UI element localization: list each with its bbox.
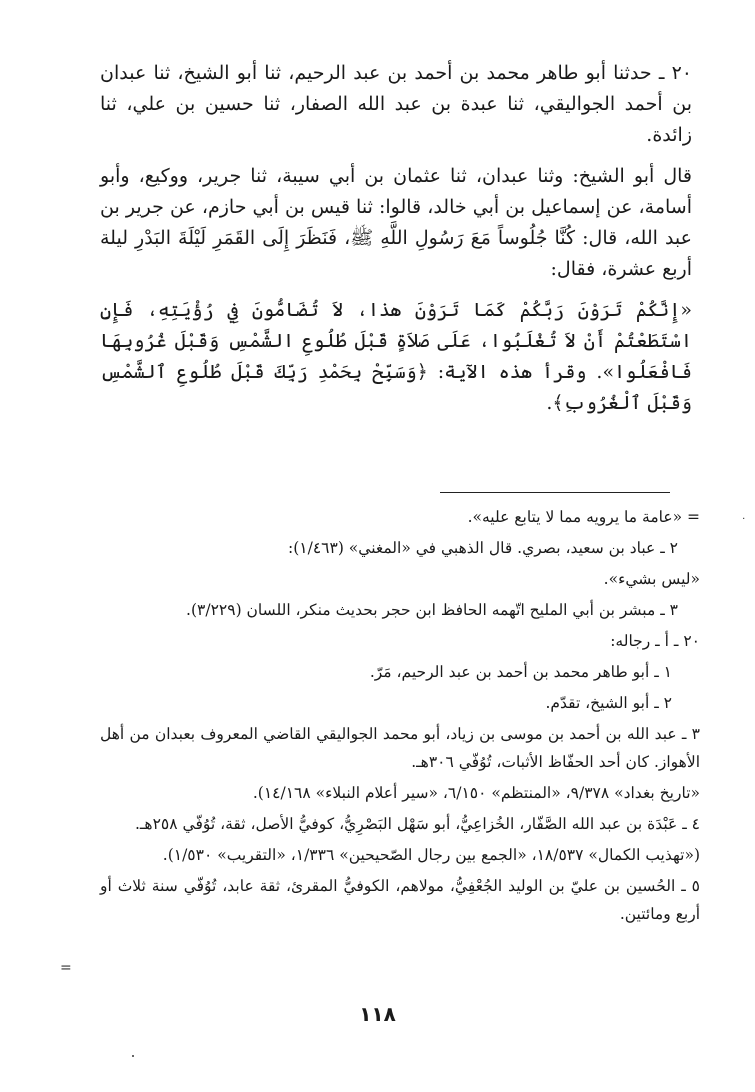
footnote-line: («تهذيب الكمال» ١٨/٥٣٧، «الجمع بين رجال الصّحيحين» ١/٣٣٦، «التقريب» ١/٥٣٠). xyxy=(162,846,700,864)
footnotes xyxy=(100,503,700,931)
footnote-line: ٢ ـ أبو الشيخ، تقدّم. xyxy=(545,694,672,712)
scan-dot xyxy=(132,1055,134,1057)
footnote-line: ٣ ـ مبشر بن أبي المليح اتّهمه الحافظ ابن حجر بحديث منكر، اللسان (٣/٢٢٩). xyxy=(186,601,678,619)
footnote-line: = «عامة ما يرويه مما لا يتابع عليه». xyxy=(467,508,700,526)
footnote-line: ٥ ـ الحُسين بن عليّ بن الوليد الجُعْفِيُّ، مولاهم، الكوفيُّ المقرئ، ثقة عابد، تُوُفّي سنة ثلاث أو أربع ومائتين. xyxy=(100,877,700,923)
footnote-separator xyxy=(440,492,670,493)
footnote-line: ٤ ـ عَبْدَة بن عبد الله الصَّفّار، الخُزاعِيُّ، أبو سَهْل البَصْرِيُّ، كوفيُّ الأصل، ثقة، تُوُفّي ٢٥٨هـ. xyxy=(134,815,700,833)
footnote-heading: ٢٠ ـ أ ـ رجاله: xyxy=(610,632,700,650)
footnote-line: ٢ ـ عباد بن سعيد، بصري. قال الذهبي في «المغني» (١/٤٦٣): xyxy=(288,539,678,557)
hadith-text-paragraph: «إِنَّكُمْ تَرَوْنَ رَبَّكُمْ كَمَا تَرَوْنَ هذا، لاَ تُضَامُّونَ فِي رُؤْيَتِهِ، فَإِنِ اسْتَطَعْتُمْ أَنْ لاَ تُغْلَبُوا، عَلَى صَلاَةٍ قَبْلَ طُلُوعِ الشَّمْسِ وَقَبْلَ غُرُوبِهَا فَافْعَلُوا». وقرأ هذه الآية: ﴿وَسَبِّحْ بِحَمْدِ رَبِّكَ قَبْلَ طُلُوعِ ٱلشَّمْسِ وَقَبْلَ ٱلْغُرُوبِ﴾. xyxy=(100,299,692,414)
second-isnad-paragraph: قال أبو الشيخ: وثنا عبدان، ثنا عثمان بن أبي سيبة، ثنا جرير، ووكيع، وأبو أسامة، عن إسماعيل بن أبي خالد، قالوا: ثنا قيس بن أبي حازم، عن جرير بن عبد الله، قال: كُنَّا جُلُوساً مَعَ رَسُولِ اللَّهِ ﷺ، فَنَظَرَ إِلَى القَمَرِ لَيْلَةَ البَدْرِ ليلة أربع عشرة، فقال: xyxy=(100,165,692,280)
footnote-line: ٣ ـ عبد الله بن أحمد بن موسى بن زياد، أبو محمد الجواليقي القاضي المعروف بعبدان من أهل الأهواز. كان أحد الحفّاظ الأثبات، تُوُفّي ٣٠٦هـ. xyxy=(100,725,700,771)
footnote-line: «ليس بشيء». xyxy=(603,570,700,588)
page-number: ١١٨ xyxy=(359,1002,396,1026)
edge-dot-mark: ٠ xyxy=(741,513,747,524)
main-text xyxy=(100,58,692,425)
footnote-line: «تاريخ بغداد» ٩/٣٧٨، «المنتظم» ٦/١٥٠، «سير أعلام النبلاء» ١٤/١٦٨). xyxy=(252,784,700,802)
hadith-isnad-paragraph: ٢٠ ـ حدثنا أبو طاهر محمد بن أحمد بن عبد الرحيم، ثنا أبو الشيخ، ثنا عبدان بن أحمد الجواليقي، ثنا عبدة بن عبد الله الصفار، ثنا حسين بن علي، ثنا زائدة. xyxy=(100,62,692,146)
continuation-mark: = xyxy=(60,960,72,976)
footnote-line: ١ ـ أبو طاهر محمد بن أحمد بن عبد الرحيم، مَرّ. xyxy=(369,663,672,681)
